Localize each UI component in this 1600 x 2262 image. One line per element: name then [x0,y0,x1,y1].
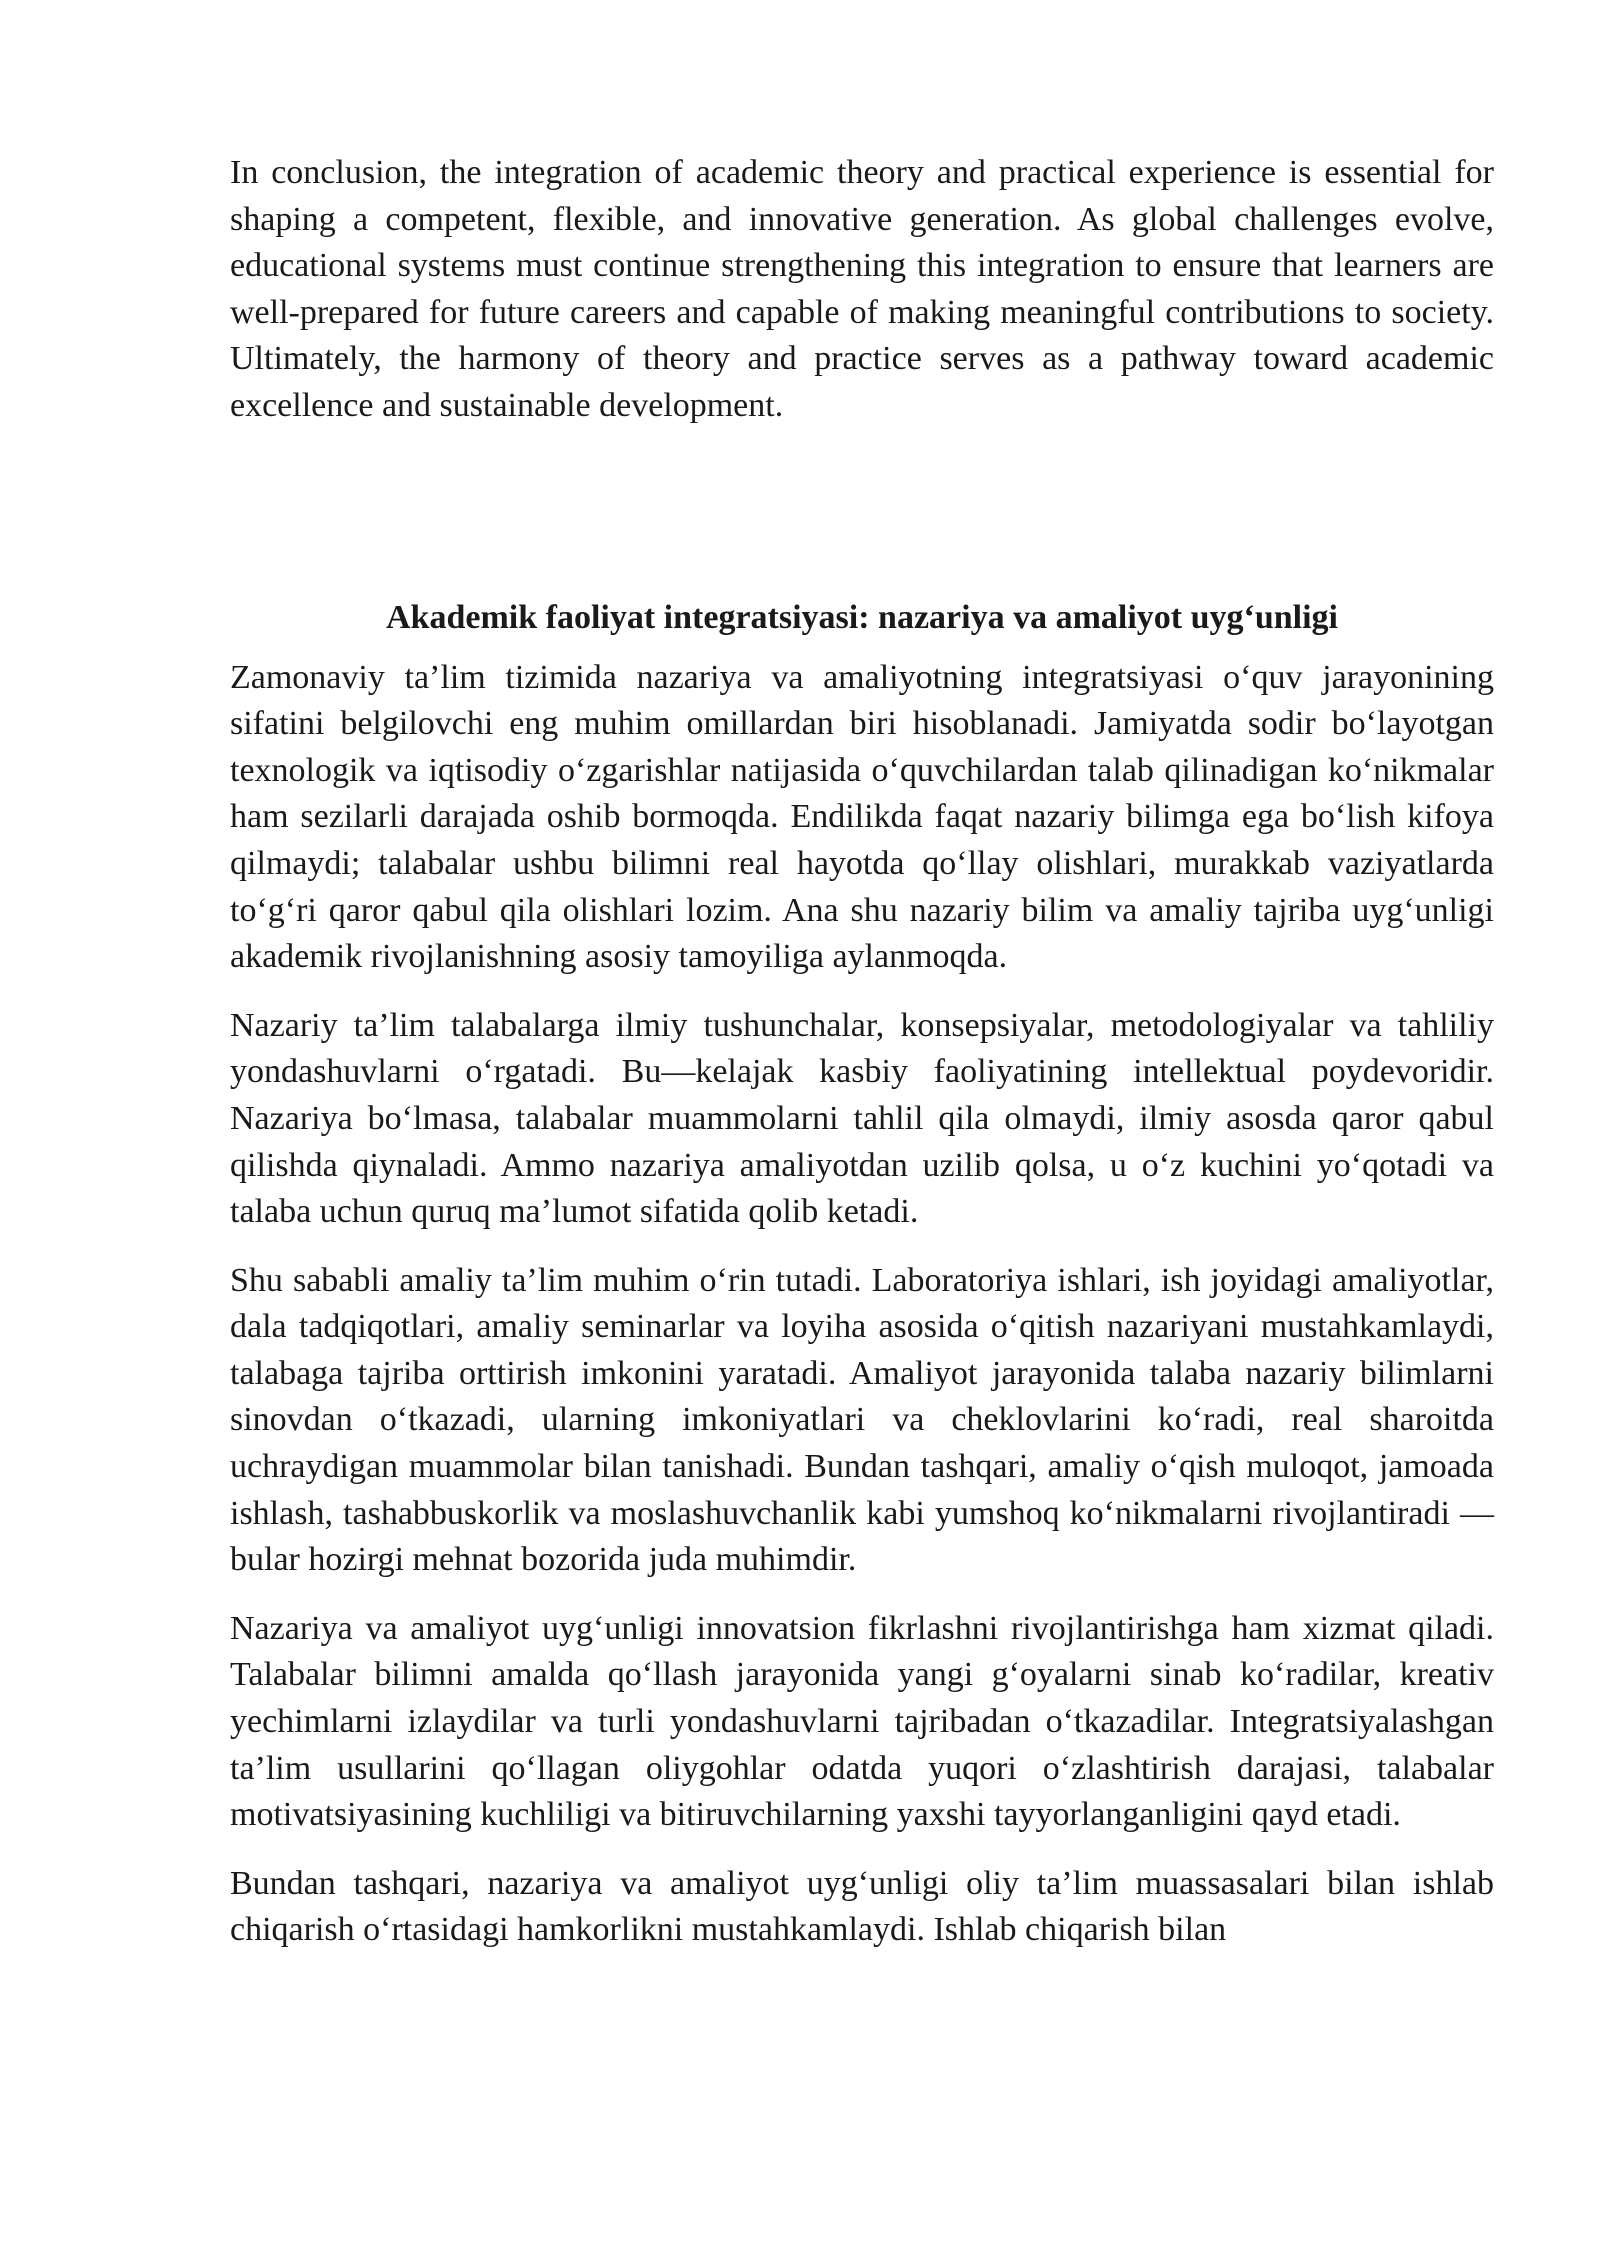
body-paragraph: Bundan tashqari, nazariya va amaliyot uyg‘unligi oliy ta’lim muassasalari bilan ishlab chiqarish o‘rtasidagi hamkorlikni mustahkamlaydi. Ishlab chiqarish bilan [230,1864,1494,1949]
body-paragraph: Shu sababli amaliy ta’lim muhim o‘rin tutadi. Laboratoriya ishlari, ish joyidagi amaliyotlar, dala tadqiqotlari, amaliy seminarlar va loyiha asosida o‘qitish nazariyani mustahkamlaydi, talabaga tajriba orttirish imkonini yaratadi. Amaliyot jarayonida talaba nazariy bilimlarni sinovdan o‘tkazadi, ularning imkoniyatlari va cheklovlarini ko‘radi, real sharoitda uchraydigan muammolar bilan tanishadi. Bundan tashqari, amaliy o‘qish muloqot, jamoada ishlash, tashabbuskorlik va moslashuvchanlik kabi yumshoq ko‘nikmalarni rivojlantiradi — bular hozirgi mehnat bozorida juda muhimdir. [230,1261,1494,1579]
body-paragraph: Nazariya va amaliyot uyg‘unligi innovatsion fikrlashni rivojlantirishga ham xizmat qiladi. Talabalar bilimni amalda qo‘llash jarayonida yangi g‘oyalarni sinab ko‘radilar, kreativ yechimlarni izlaydilar va turli yondashuvlarni tajribadan o‘tkazadilar. Integratsiyalashgan ta’lim usullarini qo‘llagan oliygohlar odatda yuqori o‘zlashtirish darajasi, talabalar motivatsiyasining kuchliligi va bitiruvchilarning yaxshi tayyorlanganligini qayd etadi. [230,1609,1494,1834]
document-page [230,150,1494,1976]
body-paragraph: Nazariy ta’lim talabalarga ilmiy tushunchalar, konsepsiyalar, metodologiyalar va tahliliy yondashuvlarni o‘rgatadi. Bu—kelajak kasbiy faoliyatining intellektual poydevoridir. Nazariya bo‘lmasa, talabalar muammolarni tahlil qila olmaydi, ilmiy asosda qaror qabul qilishda qiynaladi. Ammo nazariya amaliyotdan uzilib qolsa, u o‘z kuchini yo‘qotadi va talaba uchun quruq ma’lumot sifatida qolib ketadi. [230,1006,1494,1231]
conclusion-paragraph: In conclusion, the integration of academic theory and practical experience is essential for shaping a competent, flexible, and innovative generation. As global challenges evolve, educational systems must continue strengthening this integration to ensure that learners are well-prepared for future careers and capable of making meaningful contributions to society. Ultimately, the harmony of theory and practice serves as a pathway toward academic excellence and sustainable development. [230,154,1494,424]
body-paragraph: Zamonaviy ta’lim tizimida nazariya va amaliyotning integratsiyasi o‘quv jarayonining sifatini belgilovchi eng muhim omillardan biri hisoblanadi. Jamiyatda sodir bo‘layotgan texnologik va iqtisodiy o‘zgarishlar natijasida o‘quvchilardan talab qilinadigan ko‘nikmalar ham sezilarli darajada oshib bormoqda. Endilikda faqat nazariy bilimga ega bo‘lish kifoya qilmaydi; talabalar ushbu bilimni real hayotda qo‘llay olishlari, murakkab vaziyatlarda to‘g‘ri qaror qabul qila olishlari lozim. Ana shu nazariy bilim va amaliy tajriba uyg‘unligi akademik rivojlanishning asosiy tamoyiliga aylanmoqda. [230,658,1494,976]
section-heading: Akademik faoliyat integratsiyasi: nazariya va amaliyot uyg‘unligi [386,598,1338,636]
